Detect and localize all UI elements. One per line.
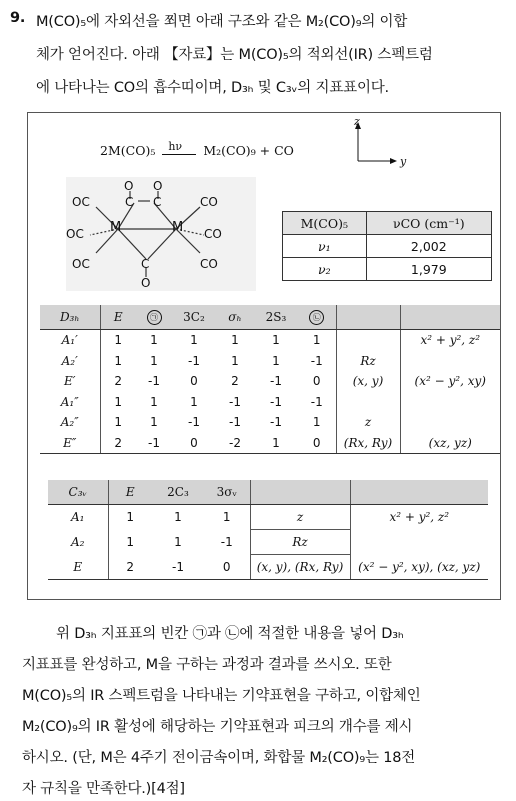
table-cell: Rz bbox=[336, 351, 400, 372]
intro-line-2: 체가 얻어진다. 아래 【자료】는 M(CO)₅의 적외선(IR) 스펙트럼 bbox=[36, 47, 433, 63]
table-cell bbox=[400, 392, 500, 413]
table-cell: 1 bbox=[312, 415, 321, 430]
co-label: CO bbox=[204, 227, 222, 241]
table-cell: 1 bbox=[108, 505, 152, 530]
table-cell: -1 bbox=[270, 374, 282, 389]
c3v-header-linear bbox=[250, 480, 350, 505]
co-label: OC bbox=[72, 195, 90, 209]
irrep-label: A₂′ bbox=[61, 353, 78, 368]
table-cell: 1 bbox=[174, 510, 182, 525]
table-cell: -1 bbox=[136, 433, 172, 454]
table-cell: 1 bbox=[272, 333, 280, 348]
structure-diagram bbox=[66, 177, 256, 291]
table-cell: 1 bbox=[222, 510, 231, 525]
irrep-label: A₁″ bbox=[60, 394, 79, 409]
table-cell: Rz bbox=[250, 530, 350, 555]
d3h-header-op: 3C₂ bbox=[172, 305, 216, 330]
ir-header-compound: M(CO)₅ bbox=[283, 212, 367, 235]
bridging-c: C bbox=[125, 195, 134, 209]
table-cell: 2 bbox=[100, 433, 136, 454]
d3h-header-blank-2 bbox=[298, 305, 336, 330]
table-cell: 2 bbox=[108, 555, 152, 580]
reaction-arrow bbox=[162, 140, 196, 155]
arrow-label: hν bbox=[168, 140, 183, 153]
table-cell: z bbox=[250, 505, 350, 530]
d3h-header-blank-1 bbox=[136, 305, 172, 330]
d3h-header-linear bbox=[336, 305, 400, 330]
table-cell: 1 bbox=[190, 333, 198, 348]
metal-label-left: M bbox=[110, 220, 122, 235]
table-cell: 1 bbox=[254, 433, 298, 454]
ir-header-freq: νCO (cm⁻¹) bbox=[366, 212, 491, 235]
table-cell: 1 bbox=[108, 530, 152, 555]
table-cell: -1 bbox=[310, 394, 323, 409]
c3v-character-table bbox=[48, 480, 488, 580]
table-cell: 1 bbox=[150, 394, 158, 409]
d3h-header-quadratic bbox=[400, 305, 500, 330]
bridging-o: O bbox=[124, 179, 134, 193]
d3h-header-op: σₕ bbox=[216, 305, 254, 330]
blank-marker-1: ㉠ bbox=[147, 310, 162, 325]
d3h-character-table bbox=[40, 305, 500, 454]
bridging-c: C bbox=[153, 195, 162, 209]
table-cell: -1 bbox=[148, 374, 160, 389]
data-box bbox=[27, 112, 501, 600]
c3v-row bbox=[48, 505, 488, 530]
table-cell: 1 bbox=[150, 415, 158, 430]
d3h-row bbox=[40, 351, 500, 372]
table-cell: -1 bbox=[310, 353, 323, 368]
irrep-label: E bbox=[48, 555, 108, 580]
table-cell: 1 bbox=[100, 392, 136, 413]
instruction-line-2: 지표표를 완성하고, M을 구하는 과정과 결과를 쓰시오. 또한 bbox=[22, 657, 392, 673]
table-cell: -1 bbox=[229, 394, 241, 409]
d3h-header-op: E bbox=[100, 305, 136, 330]
table-cell: (xz, yz) bbox=[400, 433, 500, 454]
instruction-line-1: 위 D₃ₕ 지표표의 빈칸 ㉠과 ㉡에 적절한 내용을 넣어 D₃ₕ bbox=[56, 626, 404, 642]
table-cell: 2 bbox=[100, 371, 136, 392]
reaction-rhs: M₂(CO)₉ + CO bbox=[203, 143, 294, 158]
table-cell: -1 bbox=[220, 535, 233, 549]
table-cell: -1 bbox=[188, 353, 200, 368]
table-cell: 0 bbox=[298, 433, 336, 454]
table-cell: 0 bbox=[312, 374, 321, 389]
ir-table bbox=[282, 211, 492, 281]
d3h-header-group: D₃ₕ bbox=[40, 305, 100, 330]
table-cell: -1 bbox=[270, 415, 282, 430]
table-cell: 1 bbox=[150, 333, 158, 348]
table-cell: 1 bbox=[272, 353, 280, 368]
bridging-o: O bbox=[153, 179, 163, 193]
table-cell: -1 bbox=[152, 555, 204, 580]
ir-value: 2,002 bbox=[366, 235, 491, 258]
instruction-line-5: 하시오. (단, M은 4주기 전이금속이며, 화합물 M₂(CO)₉는 18전 bbox=[22, 750, 416, 766]
table-cell bbox=[350, 530, 488, 555]
reaction-equation bbox=[100, 140, 294, 158]
co-label: CO bbox=[200, 257, 218, 271]
irrep-label: A₂ bbox=[71, 535, 85, 549]
table-cell bbox=[400, 351, 500, 372]
irrep-label: A₂″ bbox=[60, 415, 79, 430]
reaction-lhs: 2M(CO)₅ bbox=[100, 143, 156, 158]
c3v-header-op: E bbox=[108, 480, 152, 505]
ir-mode: ν₂ bbox=[283, 258, 367, 281]
instruction-line-6: 자 규칙을 만족한다.)[4점] bbox=[22, 781, 185, 797]
d3h-row bbox=[40, 330, 500, 351]
c3v-header-group: C₃ᵥ bbox=[48, 480, 108, 505]
table-cell bbox=[336, 330, 400, 351]
axis-z-label: z bbox=[354, 115, 360, 128]
table-cell: 1 bbox=[100, 351, 136, 372]
table-cell: 1 bbox=[190, 394, 198, 409]
table-cell bbox=[400, 412, 500, 433]
table-cell: (x² − y², xy) bbox=[400, 371, 500, 392]
table-cell: 1 bbox=[174, 535, 182, 549]
d3h-row bbox=[40, 412, 500, 433]
c3v-header-quadratic bbox=[350, 480, 488, 505]
table-cell: -1 bbox=[229, 415, 241, 430]
question-number: 9. bbox=[10, 10, 26, 26]
instruction-line-3: M(CO)₅의 IR 스펙트럼을 나타내는 기약표현을 구하고, 이합체인 bbox=[22, 688, 421, 704]
instruction-line-4: M₂(CO)₉의 IR 활성에 해당하는 기약표현과 피크의 개수를 제시 bbox=[22, 719, 413, 735]
intro-line-1: M(CO)₅에 자외선을 쬐면 아래 구조와 같은 M₂(CO)₉의 이합 bbox=[36, 14, 408, 30]
table-cell: 1 bbox=[312, 333, 321, 348]
table-cell: (x² − y², xy), (xz, yz) bbox=[350, 555, 488, 580]
table-cell: x² + y², z² bbox=[350, 505, 488, 530]
c3v-row bbox=[48, 555, 488, 580]
bridging-c: C bbox=[141, 257, 150, 271]
c3v-header-op: 3σᵥ bbox=[204, 480, 250, 505]
table-cell: 0 bbox=[204, 555, 250, 580]
d3h-header-op: 2S₃ bbox=[254, 305, 298, 330]
axis-y-label: y bbox=[400, 155, 407, 168]
table-cell: 1 bbox=[100, 412, 136, 433]
d3h-row bbox=[40, 371, 500, 392]
irrep-label: E′ bbox=[64, 374, 76, 389]
irrep-label: A₁ bbox=[71, 510, 85, 525]
intro-line-3: 에 나타나는 CO의 흡수띠이며, D₃ₕ 및 C₃ᵥ의 지표표이다. bbox=[36, 80, 389, 96]
table-cell: -2 bbox=[216, 433, 254, 454]
table-cell: (x, y) bbox=[336, 371, 400, 392]
table-cell: 0 bbox=[190, 374, 198, 389]
table-cell: 1 bbox=[231, 333, 239, 348]
d3h-row bbox=[40, 433, 500, 454]
c3v-row bbox=[48, 530, 488, 555]
table-cell: 1 bbox=[231, 353, 239, 368]
ir-value: 1,979 bbox=[366, 258, 491, 281]
table-cell: -1 bbox=[270, 394, 282, 409]
table-cell: x² + y², z² bbox=[400, 330, 500, 351]
irrep-label: E″ bbox=[40, 433, 100, 454]
table-cell: 1 bbox=[100, 330, 136, 351]
irrep-label: A₁′ bbox=[61, 333, 78, 348]
table-cell: z bbox=[336, 412, 400, 433]
ir-mode: ν₁ bbox=[283, 235, 367, 258]
table-cell bbox=[336, 392, 400, 413]
d3h-row bbox=[40, 392, 500, 413]
co-label: CO bbox=[200, 195, 218, 209]
blank-marker-2: ㉡ bbox=[309, 310, 324, 325]
table-cell: (Rx, Ry) bbox=[336, 433, 400, 454]
co-label: OC bbox=[66, 227, 84, 241]
bridging-o: O bbox=[141, 276, 151, 290]
table-cell: 1 bbox=[150, 353, 158, 368]
c3v-header-op: 2C₃ bbox=[152, 480, 204, 505]
table-cell: 0 bbox=[172, 433, 216, 454]
table-cell: 2 bbox=[231, 374, 239, 389]
metal-label-right: M bbox=[172, 220, 184, 235]
table-cell: (x, y), (Rx, Ry) bbox=[250, 555, 350, 580]
table-cell: -1 bbox=[188, 415, 200, 430]
co-label: OC bbox=[72, 257, 90, 271]
